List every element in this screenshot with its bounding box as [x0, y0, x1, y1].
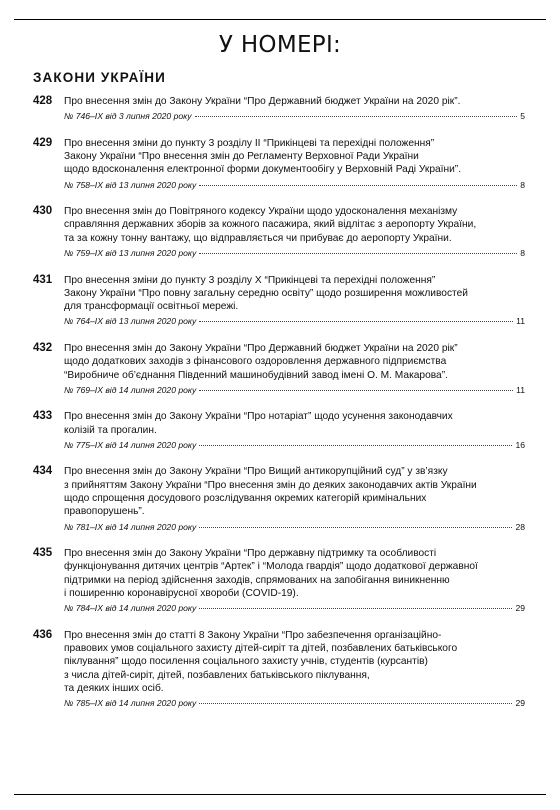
entry-title-line: правових умов соціального захисту дітей-сиріт та дітей, позбавлених батьківського — [64, 643, 458, 655]
top-rule — [14, 19, 546, 20]
contents-entry[interactable] — [33, 547, 525, 614]
entry-title — [64, 547, 525, 600]
entry-title-line: Закону України “Про повну загальну середню освіту” щодо розширення можливостей — [64, 287, 468, 299]
entry-title — [64, 95, 525, 108]
page-number[interactable]: 11 — [516, 316, 525, 327]
law-reference: № 781–IX від 14 липня 2020 року — [64, 521, 197, 532]
law-reference: № 769–IX від 14 липня 2020 року — [64, 384, 197, 395]
entry-title-line: підтримки на період здійснення заходів, спрямованих на запобігання виникненню — [64, 574, 450, 586]
dot-leader — [199, 608, 512, 609]
section-heading: ЗАКОНИ УКРАЇНИ — [33, 70, 166, 85]
entry-title-line: піклування” щодо посилення соціального захисту учнів, студентів (курсантів) — [64, 656, 428, 668]
entry-reference-row — [64, 248, 525, 259]
entry-title-line: Про внесення змін до Закону України “Про Державний бюджет України на 2020 рік” — [64, 342, 458, 354]
entry-title-line: для трансформації освітньої мережі. — [64, 301, 239, 313]
entry-title — [64, 205, 525, 245]
law-reference: № 759–IX від 13 липня 2020 року — [64, 248, 197, 259]
entry-number: 433 — [33, 410, 53, 423]
entry-title-line: “Виробниче об’єднання Південний машинобудівний завод імені О. М. Макарова”. — [64, 369, 448, 381]
bottom-rule — [14, 794, 546, 795]
dot-leader — [199, 321, 513, 322]
law-reference: № 775–IX від 14 липня 2020 року — [64, 439, 197, 450]
entry-title-line: Про внесення змін до Закону України “Про нотаріат” щодо усунення законодавчих — [64, 411, 453, 423]
entry-title-line: Про внесення змін до Закону України “Про Вищий антикорупційний суд” у зв’язку — [64, 466, 448, 478]
contents-entry[interactable] — [33, 137, 525, 191]
contents-entry[interactable] — [33, 410, 525, 451]
law-reference: № 785–IX від 14 липня 2020 року — [64, 698, 197, 709]
page-title: У НОМЕРІ: — [218, 32, 342, 58]
page-number[interactable]: 5 — [520, 111, 525, 122]
entry-title-line: та деяких інших осіб. — [64, 683, 164, 695]
dot-leader — [199, 253, 517, 254]
entry-title-line: Про внесення зміни до пункту 3 розділу X “Прикінцеві та перехідні положення” — [64, 274, 436, 286]
entry-title-line: справляння державних зборів за кожного пасажира, який відлітає з аеропорту України, — [64, 219, 477, 231]
entry-reference-row — [64, 180, 525, 191]
entry-reference-row — [64, 603, 525, 614]
entry-number: 428 — [33, 95, 53, 107]
entry-reference-row — [64, 385, 525, 396]
entry-title-line: Закону України “Про внесення змін до Регламенту Верховної Ради України — [64, 151, 419, 163]
entry-title — [64, 342, 525, 382]
dot-leader — [199, 445, 512, 446]
page-number[interactable]: 28 — [515, 521, 525, 532]
contents-entry[interactable] — [33, 342, 525, 396]
page-number[interactable]: 16 — [515, 439, 525, 450]
dot-leader — [199, 703, 512, 704]
entry-title-line: Про внесення зміни до пункту 3 розділу II “Прикінцеві та перехідні положення” — [64, 137, 435, 149]
entry-title-line: та за кожну тонну вантажу, що відправляється чи прибуває до аеропорту України. — [64, 232, 452, 244]
dot-leader — [199, 185, 517, 186]
law-reference: № 746–IX від 3 липня 2020 року — [64, 111, 192, 122]
entry-title — [64, 137, 525, 177]
page-number[interactable]: 11 — [516, 384, 525, 395]
entry-reference-row — [64, 522, 525, 533]
entry-title-line: з числа дітей-сиріт, дітей, позбавлених батьківського піклування, — [64, 669, 370, 681]
entry-reference-row — [64, 440, 525, 451]
entry-number: 429 — [33, 136, 53, 149]
law-reference: № 758–IX від 13 липня 2020 року — [64, 179, 197, 190]
law-reference: № 764–IX від 13 липня 2020 року — [64, 316, 197, 327]
entry-title-line: щодо вдосконалення електронної форми документообігу у Верховній Раді України”. — [64, 164, 462, 176]
page-number[interactable]: 8 — [520, 179, 525, 190]
contents-entry[interactable] — [33, 205, 525, 259]
entry-title-line: і поширенню коронавірусної хвороби (COVID-19). — [64, 588, 299, 600]
contents-entry[interactable] — [33, 465, 525, 532]
contents-list — [33, 95, 525, 724]
contents-entry[interactable] — [33, 95, 525, 122]
contents-entry[interactable] — [33, 629, 525, 709]
entry-title-line: колізій та прогалин. — [64, 424, 157, 436]
contents-entry[interactable] — [33, 274, 525, 328]
entry-number: 431 — [33, 273, 53, 286]
entry-title — [64, 274, 525, 314]
entry-title-line: Про внесення змін до Повітряного кодексу України щодо удосконалення механізму — [64, 206, 458, 218]
entry-title — [64, 410, 525, 437]
entry-number: 436 — [33, 628, 53, 641]
entry-title-line: Про внесення змін до Закону України “Про державну підтримку та особливості — [64, 548, 437, 560]
law-reference: № 784–IX від 14 липня 2020 року — [64, 603, 197, 614]
entry-title-line: Про внесення змін до Закону України “Про Державний бюджет України на 2020 рік”. — [64, 96, 461, 107]
page-number[interactable]: 29 — [515, 603, 525, 614]
entry-number: 434 — [33, 465, 53, 478]
entry-title-line: Про внесення змін до статті 8 Закону України “Про забезпечення організаційно- — [64, 629, 442, 641]
entry-number: 435 — [33, 547, 53, 560]
entry-title-line: щодо спрощення досудового розслідування окремих категорій кримінальних — [64, 493, 427, 505]
entry-number: 430 — [33, 205, 53, 218]
entry-reference-row — [64, 111, 525, 122]
page-number[interactable]: 8 — [520, 248, 525, 259]
dot-leader — [195, 116, 518, 117]
entry-title — [64, 629, 525, 695]
entry-title-line: правопорушень”. — [64, 506, 145, 518]
entry-reference-row — [64, 316, 525, 327]
entry-number: 432 — [33, 341, 53, 354]
entry-title — [64, 465, 525, 518]
dot-leader — [199, 390, 513, 391]
entry-reference-row — [64, 698, 525, 709]
entry-title-line: щодо додаткових заходів з фінансового оздоровлення державного підприємства — [64, 356, 447, 368]
dot-leader — [199, 527, 512, 528]
entry-title-line: з прийняттям Закону України “Про внесення змін до деяких законодавчих актів України — [64, 479, 477, 491]
entry-title-line: функціонування дитячих центрів “Артек” і “Молода гвардія” щодо додаткової державної — [64, 561, 478, 573]
page-number[interactable]: 29 — [515, 698, 525, 709]
